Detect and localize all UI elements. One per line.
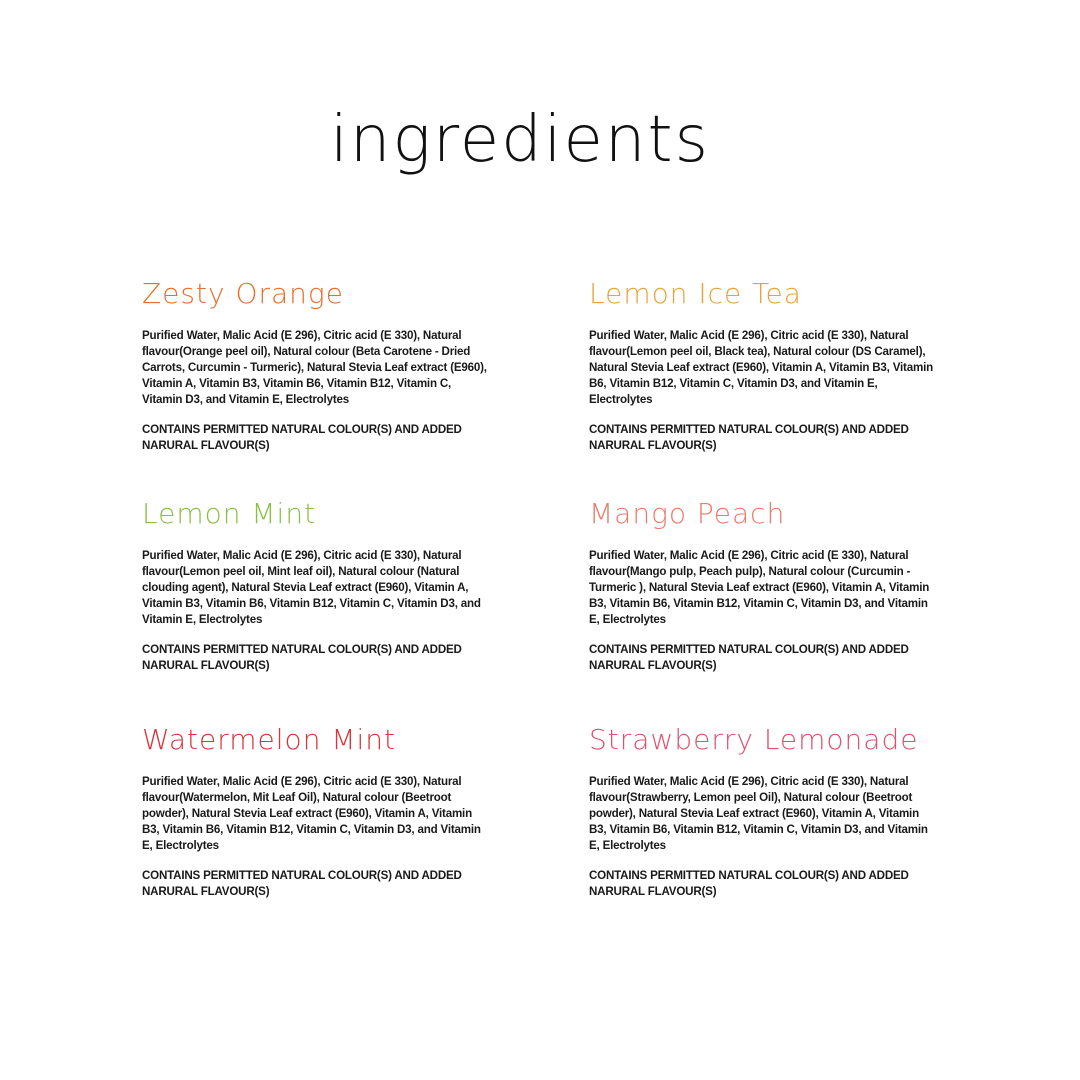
flavour-card-zesty-orange — [142, 279, 492, 454]
flavour-title: Zesty Orange — [142, 277, 344, 310]
flavour-title: Lemon Ice Tea — [589, 277, 802, 310]
flavour-card-lemon-ice-tea — [589, 279, 939, 454]
flavour-title: Lemon Mint — [142, 497, 317, 530]
flavour-card-mango-peach — [589, 499, 939, 674]
ingredients-text: Purified Water, Malic Acid (E 296), Citric acid (E 330), Natural flavour(Lemon peel oil, Mint leaf oil), Natural colour (Natural clouding agent), Natural Stevia Leaf extract (E960), Vitamin A, Vitamin B3, Vitamin B6, Vitamin B12, Vitamin C, Vitamin D3, and Vitamin E, Electrolytes — [142, 548, 481, 626]
flavour-card-lemon-mint — [142, 499, 492, 674]
ingredients-text: Purified Water, Malic Acid (E 296), Citric acid (E 330), Natural flavour(Orange peel oil), Natural colour (Beta Carotene - Dried Carrots, Curcumin - Turmeric), Natural Stevia Leaf extract (E960), Vitamin A, Vitamin B3, Vitamin B6, Vitamin B12, Vitamin C, Vitamin D3, and Vitamin E, Electrolytes — [142, 328, 487, 406]
flavour-card-strawberry-lemonade — [589, 725, 939, 900]
contains-note: CONTAINS PERMITTED NATURAL COLOUR(S) AND ADDED NARURAL FLAVOUR(S) — [142, 868, 462, 898]
flavour-card-watermelon-mint — [142, 725, 492, 900]
contains-note: CONTAINS PERMITTED NATURAL COLOUR(S) AND ADDED NARURAL FLAVOUR(S) — [589, 422, 909, 452]
contains-note: CONTAINS PERMITTED NATURAL COLOUR(S) AND ADDED NARURAL FLAVOUR(S) — [589, 642, 909, 672]
ingredients-text: Purified Water, Malic Acid (E 296), Citric acid (E 330), Natural flavour(Mango pulp, Peach pulp), Natural colour (Curcumin - Turmeric ), Natural Stevia Leaf extract (E960), Vitamin A, Vitamin B3, Vitamin B6, Vitamin B12, Vitamin C, Vitamin D3, and Vitamin E, Electrolytes — [589, 548, 930, 626]
page-title: ingredients — [330, 103, 710, 177]
ingredients-text: Purified Water, Malic Acid (E 296), Citric acid (E 330), Natural flavour(Lemon peel oil, Black tea), Natural colour (DS Caramel), Natural Stevia Leaf extract (E960), Vitamin A, Vitamin B3, Vitamin B6, Vitamin B12, Vitamin C, Vitamin D3, and Vitamin E, Electrolytes — [589, 328, 933, 406]
ingredients-text: Purified Water, Malic Acid (E 296), Citric acid (E 330), Natural flavour(Strawberry, Lemon peel Oil), Natural colour (Beetroot powder), Natural Stevia Leaf extract (E960), Vitamin A, Vitamin B3, Vitamin B6, Vitamin B12, Vitamin C, Vitamin D3, and Vitamin E, Electrolytes — [589, 774, 928, 852]
contains-note: CONTAINS PERMITTED NATURAL COLOUR(S) AND ADDED NARURAL FLAVOUR(S) — [142, 422, 462, 452]
contains-note: CONTAINS PERMITTED NATURAL COLOUR(S) AND ADDED NARURAL FLAVOUR(S) — [142, 642, 462, 672]
flavour-title: Watermelon Mint — [142, 723, 396, 756]
flavour-title: Mango Peach — [589, 497, 786, 530]
contains-note: CONTAINS PERMITTED NATURAL COLOUR(S) AND ADDED NARURAL FLAVOUR(S) — [589, 868, 909, 898]
ingredients-text: Purified Water, Malic Acid (E 296), Citric acid (E 330), Natural flavour(Watermelon, Mit Leaf Oil), Natural colour (Beetroot powder), Natural Stevia Leaf extract (E960), Vitamin A, Vitamin B3, Vitamin B6, Vitamin B12, Vitamin C, Vitamin D3, and Vitamin E, Electrolytes — [142, 774, 481, 852]
flavour-title: Strawberry Lemonade — [589, 723, 919, 756]
